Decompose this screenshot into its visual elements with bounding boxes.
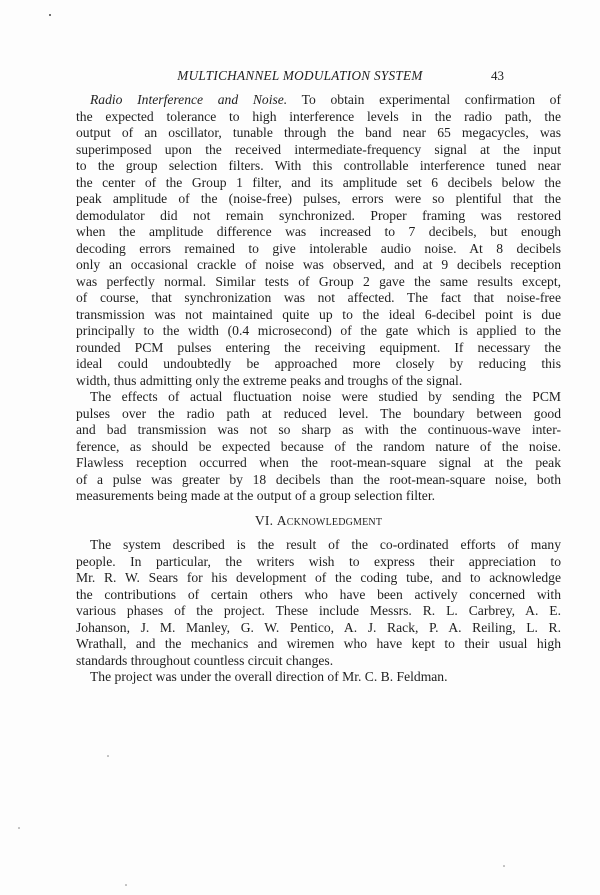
text-line: people. In particular, the writers wish to express their appreciation to xyxy=(76,553,561,569)
text-line: the contributions of certain others who have been actively concerned with xyxy=(76,586,561,602)
text-line: the center of the Group 1 filter, and its amplitude set 6 decibels below the xyxy=(76,174,561,190)
text-line: the expected tolerance to high interference levels in the radio path, the xyxy=(76,108,561,124)
text-line: ference, as should be expected because of the random nature of the noise. xyxy=(76,438,561,454)
section-title: Acknowledgment xyxy=(276,512,383,528)
text-line: decoding errors remained to give intolerable audio noise. At 8 decibels xyxy=(76,240,561,256)
text-line: Wrathall, and the mechanics and wiremen who have kept to their usual high xyxy=(76,636,561,651)
scan-speck xyxy=(49,14,51,16)
text-line: The effects of actual fluctuation noise were studied by sending the PCM xyxy=(90,389,561,404)
text-line: demodulator did not remain synchronized. Proper framing was restored xyxy=(76,207,561,223)
text-line: to the group selection filters. With this controllable interference tuned near xyxy=(76,158,561,173)
text-line: pulses over the radio path at reduced level. The boundary between good xyxy=(76,405,561,421)
text-line: width, thus admitting only the extreme peaks and troughs of the signal. xyxy=(76,372,463,388)
text-line: Mr. R. W. Sears for his development of the coding tube, and to acknowledge xyxy=(76,570,561,585)
text-line: superimposed upon the received intermediate-frequency signal at the input xyxy=(76,141,561,157)
running-title: MULTICHANNEL MODULATION SYSTEM xyxy=(177,68,423,83)
text-line: ideal could undoubtedly be approached more closely by reducing this xyxy=(76,356,561,371)
paragraph-acknowledgment xyxy=(76,537,561,669)
text-line: when the amplitude difference was increased to 7 decibels, but enough xyxy=(76,224,561,239)
text-line: and bad transmission was not so sharp as with the continuous-wave inter- xyxy=(76,422,561,437)
text-line: The system described is the result of the co-ordinated efforts of many xyxy=(90,537,561,552)
running-head xyxy=(0,68,600,86)
text-line: rounded PCM pulses entering the receiving equipment. If necessary the xyxy=(76,339,561,355)
section-number: VI. xyxy=(254,512,274,528)
text-line: Flawless reception occurred when the root-mean-square signal at the peak xyxy=(76,455,561,470)
text-line: The project was under the overall direction of Mr. C. B. Feldman. xyxy=(90,669,448,684)
text-line: peak amplitude of the (noise-free) pulses, errors were so plentiful that the xyxy=(76,191,561,206)
text-line: measurements being made at the output of a group selection filter. xyxy=(76,488,435,503)
text-line: transmission was not maintained quite up to the ideal 6-decibel point is due xyxy=(76,306,561,322)
scan-speck xyxy=(107,755,109,757)
scan-speck xyxy=(125,884,127,886)
text-line: of course, that synchronization was not affected. The fact that noise-free xyxy=(76,290,561,305)
text-line: standards throughout countless circuit changes. xyxy=(76,652,334,668)
paragraph-direction xyxy=(76,669,561,686)
text-line: principally to the width (0.4 microsecond) of the gate which is applied to the xyxy=(76,323,561,338)
paragraph-radio-interference xyxy=(76,92,561,389)
body-text xyxy=(76,92,561,686)
page-number: 43 xyxy=(491,68,504,83)
text-line: was perfectly normal. Similar tests of Group 2 gave the same results except, xyxy=(76,273,561,289)
paragraph-fluctuation-noise xyxy=(76,389,561,505)
text-line xyxy=(76,92,561,109)
text-line: of a pulse was greater by 18 decibels than the root-mean-square noise, both xyxy=(76,471,561,487)
section-heading xyxy=(76,513,561,530)
text-line: various phases of the project. These include Messrs. R. L. Carbrey, A. E. xyxy=(76,603,561,618)
scan-speck xyxy=(18,827,20,829)
text-line: output of an oscillator, tunable through the band near 65 megacycles, was xyxy=(76,125,561,140)
run-in-heading: Radio Interference and Noise. xyxy=(90,92,288,107)
text-line: Johanson, J. M. Manley, G. W. Pentico, A. J. Rack, P. A. Reiling, L. R. xyxy=(76,619,561,635)
text-line-content: To obtain experimental confirmation of xyxy=(287,92,561,107)
scan-speck xyxy=(503,865,505,867)
text-line: only an occasional crackle of noise was observed, and at 9 decibels reception xyxy=(76,257,561,272)
